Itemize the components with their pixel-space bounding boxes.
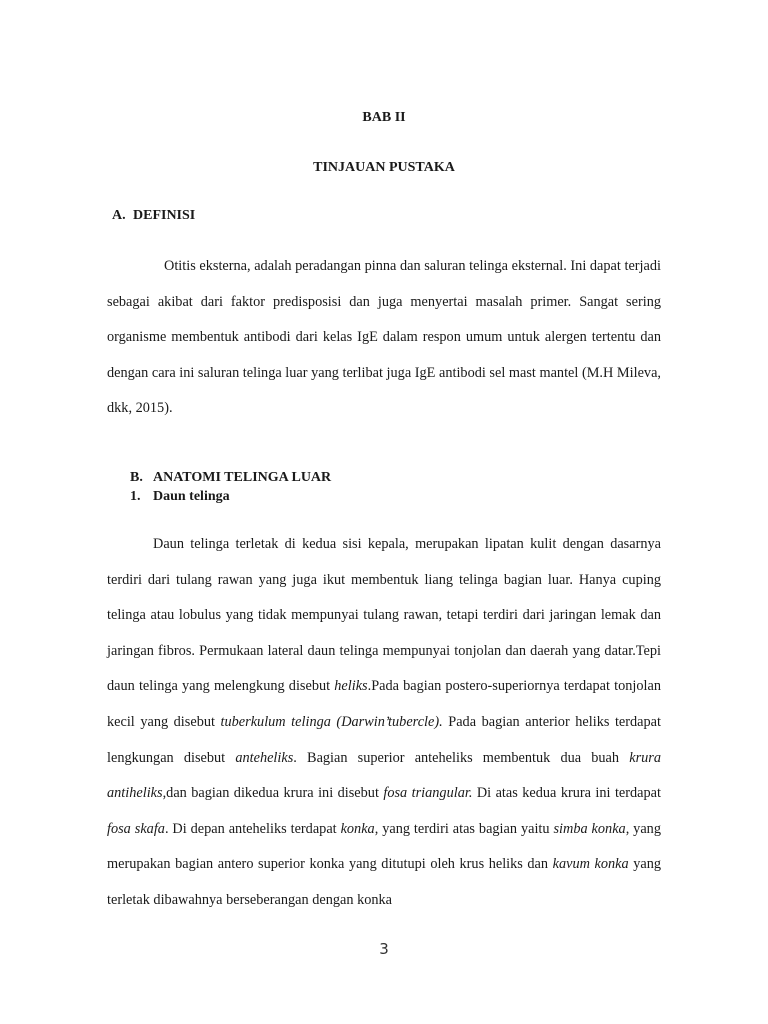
section-a-label: A. bbox=[112, 208, 126, 223]
subsection-1-title: Daun telinga bbox=[153, 489, 230, 504]
section-a-title: DEFINISI bbox=[133, 208, 196, 223]
term-fosa-triangular: fosa triangular. bbox=[383, 785, 473, 802]
paragraph-daun-telinga: Daun telinga terletak di kedua sisi kepala, merupakan lipatan kulit dengan dasarnya terdiri dari tulang rawan yang juga ikut membentuk liang telinga bagian luar. Hanya cuping telinga atau lobulus yang tidak mempunyai tulang rawan, tetapi terdiri dari jaringan lemak dan jaringan fibros. Permukaan lateral daun telinga mempunyai tonjolan dan daerah yang datar.Tepi daun telinga yang melengkung disebut heliks.Pada bagian postero-superiornya terdapat tonjolan kecil yang disebut tuberkulum telinga (Darwin’tubercle). Pada bagian anterior heliks terdapat lengkungan disebut anteheliks. Bagian superior anteheliks membentuk dua buah krura antiheliks,dan bagian dikedua krura ini disebut fosa triangular. Di atas kedua krura ini terdapat fosa skafa. Di depan anteheliks terdapat konka, yang terdiri atas bagian yaitu simba konka, yang merupakan bagian antero superior konka yang ditutupi oleh krus heliks dan kavum konka yang terletak dibawahnya berseberangan dengan konka bbox=[107, 536, 661, 908]
subsection-1-heading bbox=[130, 489, 230, 505]
page-number: 3 bbox=[379, 940, 389, 958]
term-anteheliks: anteheliks bbox=[235, 749, 294, 766]
section-b-label: B. bbox=[130, 470, 143, 485]
chapter-heading: BAB II bbox=[362, 110, 406, 125]
term-konka: konka bbox=[340, 820, 375, 837]
term-tuberkulum: tuberkulum telinga (Darwin’tubercle). bbox=[220, 713, 443, 730]
term-simba-konka: simba konka bbox=[553, 820, 626, 837]
term-fosa-skafa: fosa skafa bbox=[107, 820, 165, 837]
term-krura-antiheliks: krura antiheliks bbox=[107, 749, 661, 802]
section-b-heading bbox=[130, 470, 331, 486]
section-a-heading bbox=[112, 208, 195, 224]
subsection-1-label: 1. bbox=[130, 489, 141, 504]
section-b-title: ANATOMI TELINGA LUAR bbox=[153, 470, 332, 485]
chapter-title: TINJAUAN PUSTAKA bbox=[313, 160, 455, 175]
paragraph-definisi: Otitis eksterna, adalah peradangan pinna dan saluran telinga eksternal. Ini dapat terjadi sebagai akibat dari faktor predisposisi dan juga menyertai masalah primer. Sangat sering organisme membentuk antibodi dari kelas IgE dalam respon umum untuk alergen tertentu dan dengan cara ini saluran telinga luar yang terlibat juga IgE antibodi sel mast mantel (M.H Mileva, dkk, 2015). bbox=[107, 258, 661, 417]
term-kavum-konka: kavum konka bbox=[552, 856, 629, 873]
term-heliks: heliks bbox=[334, 678, 368, 695]
